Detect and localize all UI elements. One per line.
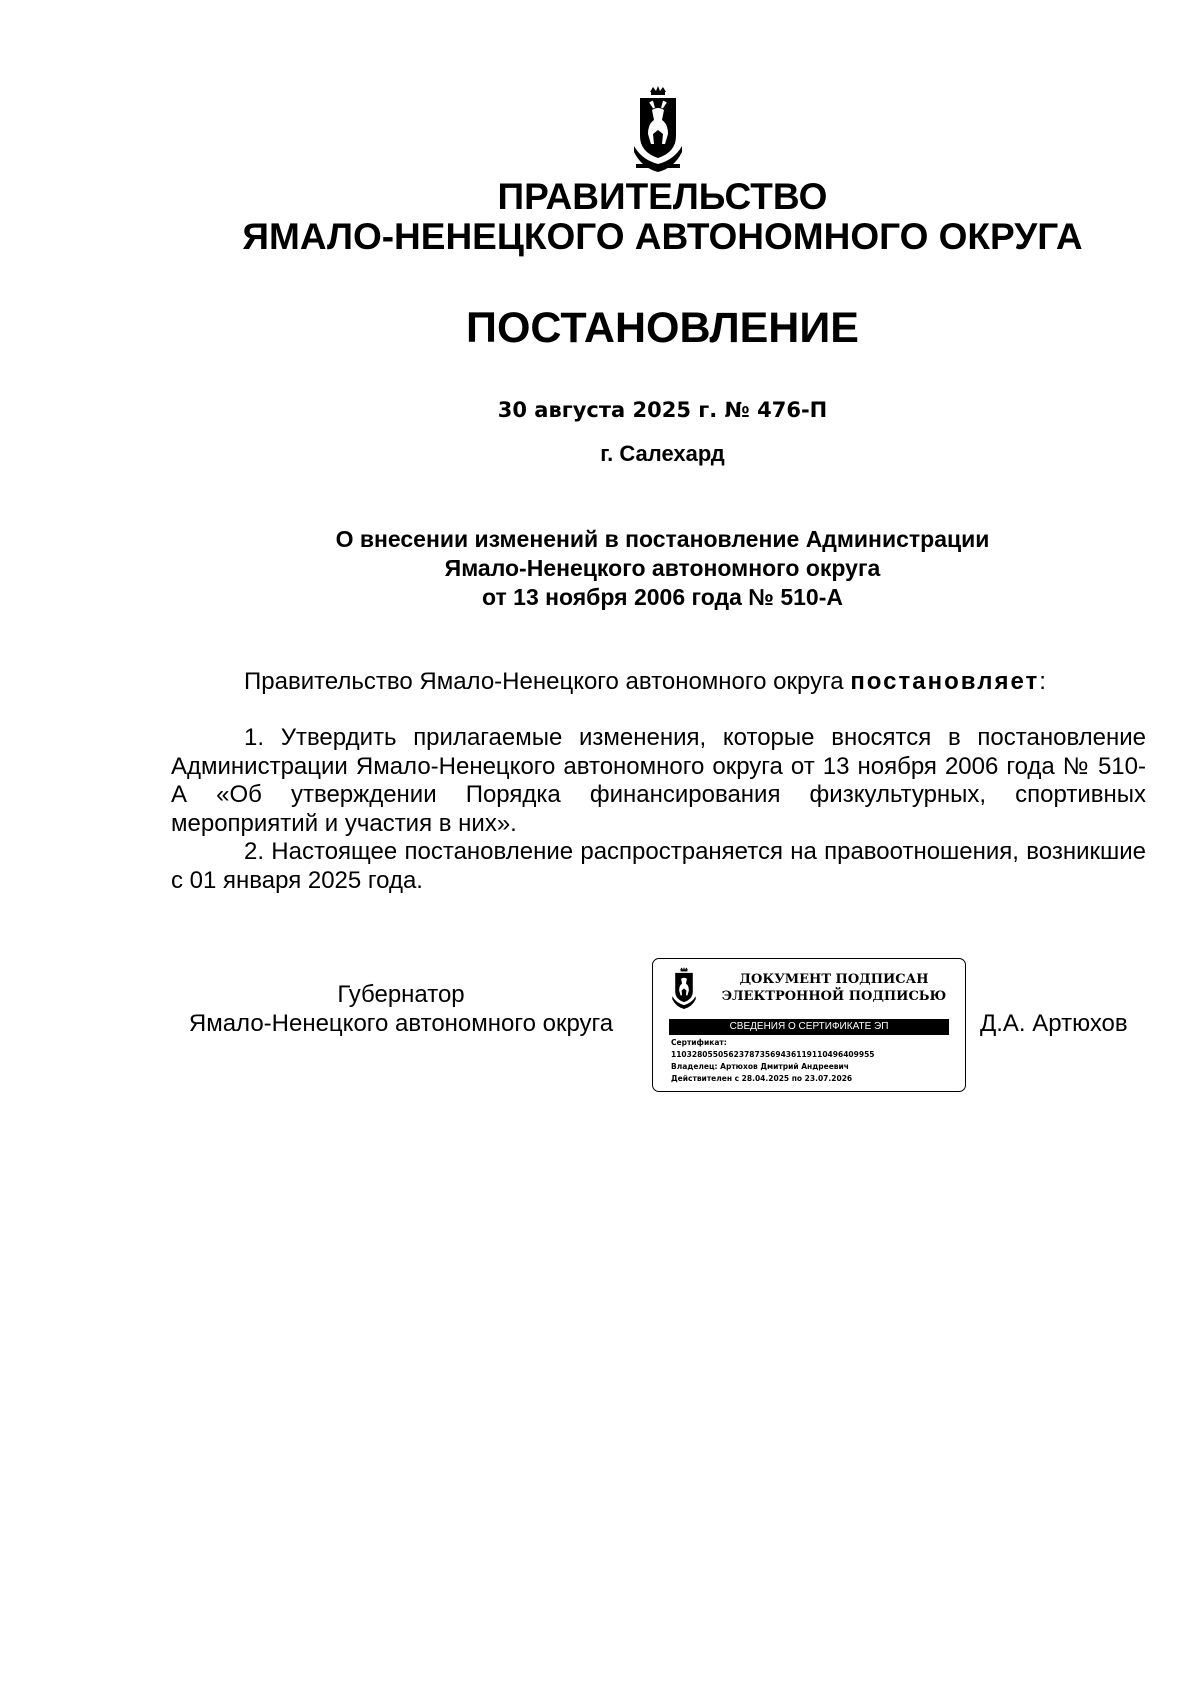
stamp-valid-period: Действителен с 28.04.2025 по 23.07.2026 — [671, 1074, 853, 1083]
stamp-heading — [709, 971, 959, 1005]
subject-line2: Ямало-Ненецкого автономного округа — [444, 555, 881, 581]
stamp-heading-line1: ДОКУМЕНТ ПОДПИСАН — [739, 972, 929, 987]
decree-body — [171, 724, 1146, 895]
preamble-text: Правительство Ямало-Ненецкого автономного округа — [244, 668, 851, 695]
date-and-number: 30 августа 2025 г. № 476-П — [497, 398, 828, 422]
stamp-certificate-band: СВЕДЕНИЯ О СЕРТИФИКАТЕ ЭП — [669, 1019, 949, 1035]
preamble-end: : — [1039, 668, 1046, 695]
electronic-signature-stamp — [652, 958, 966, 1092]
stamp-cert-number: 110328055056237873569436119110496409955 — [671, 1050, 875, 1059]
signer-position — [171, 980, 631, 1038]
stamp-cert-label: Сертификат: — [671, 1038, 727, 1047]
signer-name: Д.А. Артюхов — [980, 1010, 1128, 1037]
document-type: ПОСТАНОВЛЕНИЕ — [466, 304, 859, 352]
city: г. Салехард — [600, 441, 725, 466]
subject-line3: от 13 ноября 2006 года № 510-А — [482, 584, 843, 610]
stamp-certificate-details — [671, 1037, 875, 1085]
coat-of-arms-icon — [632, 86, 684, 172]
decree-item-2: 2. Настоящее постановление распространяется на правоотношения, возникшие с 01 января 2025 года. — [171, 838, 1146, 894]
government-title-line1: ПРАВИТЕЛЬСТВО — [497, 176, 828, 217]
document-subject — [0, 525, 1200, 612]
stamp-owner: Владелец: Артюхов Дмитрий Андреевич — [671, 1062, 849, 1071]
preamble-decree-word: постановляет — [850, 668, 1040, 695]
stamp-heading-line2: ЭЛЕКТРОННОЙ ПОДПИСЬЮ — [721, 989, 947, 1004]
decree-item-1: 1. Утвердить прилагаемые изменения, которые вносятся в постановление Администрации Ямало-Ненецкого автономного округа от 13 ноября 2006 года № 510-А «Об утверждении Порядка финансирования физкультурных, спортивных мероприятий и участия в них». — [171, 724, 1146, 837]
signer-position-line1: Губернатор — [337, 981, 465, 1008]
signer-position-line2: Ямало-Ненецкого автономного округа — [188, 1010, 614, 1037]
government-title-line2: ЯМАЛО-НЕНЕЦКОГО АВТОНОМНОГО ОКРУГА — [242, 216, 1083, 257]
preamble — [244, 668, 1046, 696]
subject-line1: О внесении изменений в постановление Администрации — [335, 526, 990, 552]
stamp-coat-of-arms-icon — [671, 967, 697, 1009]
